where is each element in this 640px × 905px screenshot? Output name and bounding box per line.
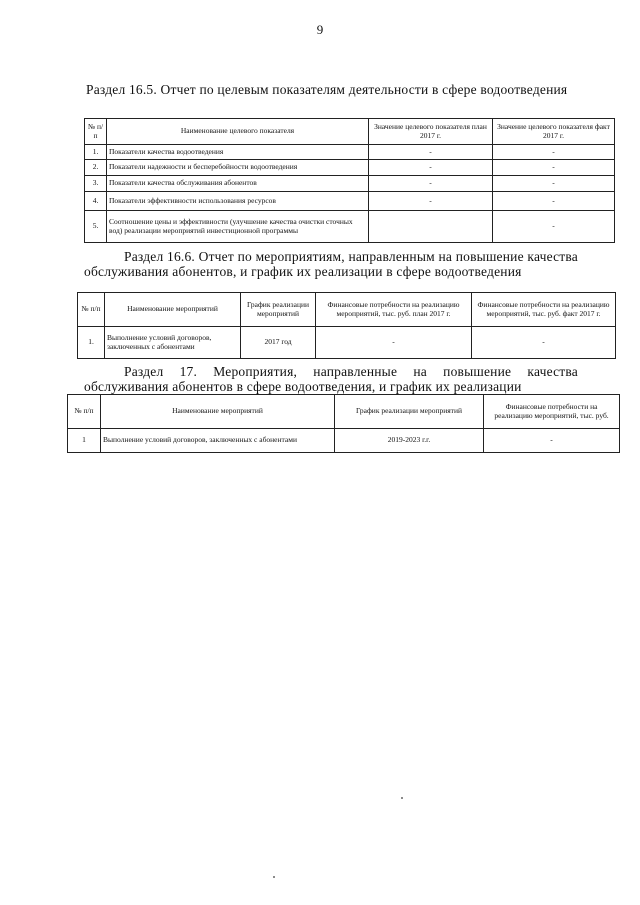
- table-row: [85, 176, 615, 192]
- row-plan: -: [369, 192, 493, 211]
- scan-speck: [401, 797, 403, 799]
- row-indicator: Показатели надежности и бесперебойности водоотведения: [107, 160, 369, 176]
- row-schedule: 2019-2023 г.г.: [335, 429, 484, 453]
- col-header-finance: Финансовые потребности на реализацию мероприятий, тыс. руб.: [484, 395, 620, 429]
- section-17-heading: Раздел 17. Мероприятия, направленные на повышение качества обслуживания абонентов в сфере водоотведения, и график их реализации: [84, 364, 578, 394]
- section-16-6-table: [77, 292, 616, 359]
- row-indicator: Показатели эффективности использования ресурсов: [107, 192, 369, 211]
- row-plan: -: [369, 145, 493, 160]
- table-row: [85, 145, 615, 160]
- row-plan: [369, 211, 493, 243]
- table-row: [85, 160, 615, 176]
- col-header-measure: Наименование мероприятий: [101, 395, 335, 429]
- row-fact: -: [493, 160, 615, 176]
- col-header-plan: Финансовые потребности на реализацию мероприятий, тыс. руб. план 2017 г.: [316, 293, 472, 327]
- row-measure: Выполнение условий договоров, заключенных с абонентами: [105, 327, 241, 359]
- row-indicator: Показатели качества обслуживания абонентов: [107, 176, 369, 192]
- row-fact: -: [493, 176, 615, 192]
- col-header-schedule: График реализации мероприятий: [335, 395, 484, 429]
- col-header-number: № п/п: [85, 119, 107, 145]
- row-number: 5.: [85, 211, 107, 243]
- table-row: [85, 192, 615, 211]
- col-header-number: № п/п: [68, 395, 101, 429]
- row-fact: -: [493, 145, 615, 160]
- row-schedule: 2017 год: [241, 327, 316, 359]
- section-16-6-heading: Раздел 16.6. Отчет по мероприятиям, направленным на повышение качества обслуживания абонентов, и график их реализации в сфере водоотведения: [84, 249, 578, 279]
- page-number: 9: [316, 22, 324, 37]
- row-finance: -: [484, 429, 620, 453]
- row-number: 2.: [85, 160, 107, 176]
- col-header-indicator: Наименование целевого показателя: [107, 119, 369, 145]
- scan-speck: [273, 876, 275, 878]
- row-plan: -: [316, 327, 472, 359]
- section-17-table: [67, 394, 620, 453]
- row-number: 3.: [85, 176, 107, 192]
- col-header-fact: Финансовые потребности на реализацию мероприятий, тыс. руб. факт 2017 г.: [472, 293, 616, 327]
- row-plan: -: [369, 160, 493, 176]
- row-number: 4.: [85, 192, 107, 211]
- row-measure: Выполнение условий договоров, заключенных с абонентами: [101, 429, 335, 453]
- table-row: [85, 211, 615, 243]
- col-header-schedule: График реализации мероприятий: [241, 293, 316, 327]
- row-fact: -: [493, 211, 615, 243]
- row-number: 1: [68, 429, 101, 453]
- row-plan: -: [369, 176, 493, 192]
- row-indicator: Показатели качества водоотведения: [107, 145, 369, 160]
- section-16-5-heading: Раздел 16.5. Отчет по целевым показателям деятельности в сфере водоотведения: [86, 82, 568, 97]
- col-header-number: № п/п: [78, 293, 105, 327]
- row-number: 1.: [85, 145, 107, 160]
- table-row: [68, 429, 620, 453]
- section-16-5-table: [84, 118, 615, 243]
- col-header-fact: Значение целевого показателя факт 2017 г.: [493, 119, 615, 145]
- row-fact: -: [472, 327, 616, 359]
- col-header-measure: Наименование мероприятий: [105, 293, 241, 327]
- row-indicator: Соотношение цены и эффективности (улучшение качества очистки сточных вод) реализации мероприятий инвестиционной программы: [107, 211, 369, 243]
- table-row: [78, 327, 616, 359]
- row-number: 1.: [78, 327, 105, 359]
- row-fact: -: [493, 192, 615, 211]
- col-header-plan: Значение целевого показателя план 2017 г.: [369, 119, 493, 145]
